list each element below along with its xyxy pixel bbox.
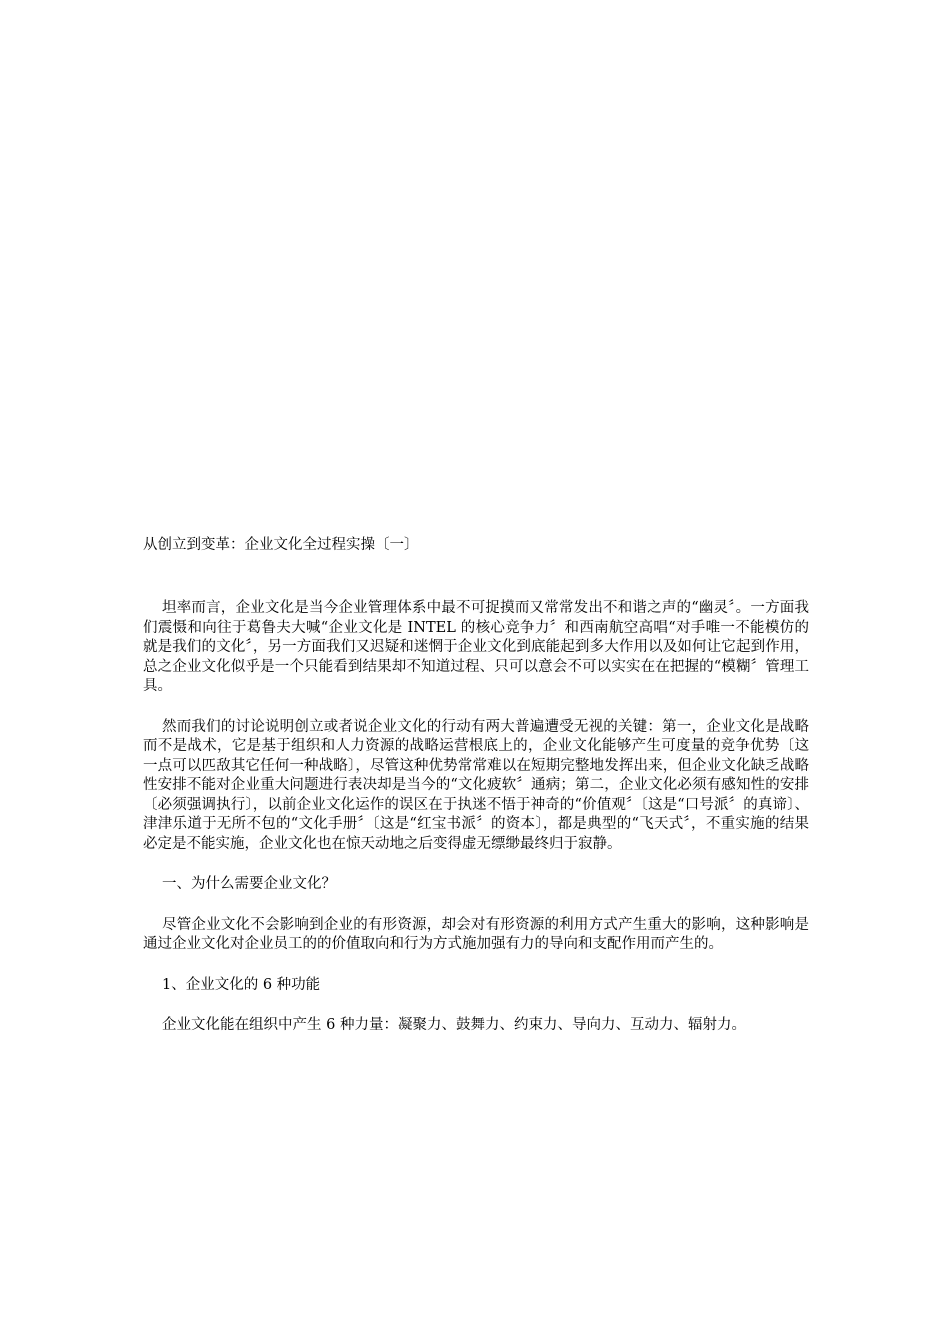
document-body [143,535,809,1057]
subsection-heading: 1、企业文化的 6 种功能 [162,976,321,993]
document-title: 从创立到变革：企业文化全过程实操〔一〕 [143,537,419,553]
section-paragraph: 尽管企业文化不会影响到企业的有形资源，却会对有形资源的利用方式产生重大的影响，这种影响是通过企业文化对企业员工的的价值取向和行为方式施加强有力的导向和支配作用而产生的。 [143,916,809,952]
section-heading: 一、为什么需要企业文化？ [162,876,336,892]
subsection-paragraph: 企业文化能在组织中产生 6 种力量：凝聚力、鼓舞力、约束力、导向力、互动力、辐射力。 [162,1017,746,1033]
intro-paragraph-1: 坦率而言，企业文化是当今企业管理体系中最不可捉摸而又常常发出不和谐之声的“幽灵〞。一方面我们震慑和向往于葛鲁夫大喊“企业文化是 INTEL 的核心竞争力〞和西南航空高唱“对手唯一不能模仿的就是我们的文化〞，另一方面我们又迟疑和迷惘于企业文化到底能起到多大作用以及如何让它起到作用，总之企业文化似乎是一个只能看到结果却不知道过程、只可以意会不可以实实在在把握的“模糊〞管理工具。 [143,600,809,694]
intro-paragraph-2: 然而我们的讨论说明创立或者说企业文化的行动有两大普遍遭受无视的关键：第一，企业文化是战略而不是战术，它是基于组织和人力资源的战略运营根底上的，企业文化能够产生可度量的竞争优势〔这一点可以匹敌其它任何一种战略〕，尽管这种优势常常难以在短期完整地发挥出来，但企业文化缺乏战略性安排不能对企业重大问题进行表决却是当今的“文化疲软〞通病；第二，企业文化必须有感知性的安排〔必须强调执行〕，以前企业文化运作的误区在于执迷不悟于神奇的“价值观〞〔这是“口号派〞的真谛〕、津津乐道于无所不包的“文化手册〞〔这是“红宝书派〞的资本〕，都是典型的“飞天式〞，不重实施的结果必定是不能实施，企业文化也在惊天动地之后变得虚无缥缈最终归于寂静。 [143,718,809,852]
